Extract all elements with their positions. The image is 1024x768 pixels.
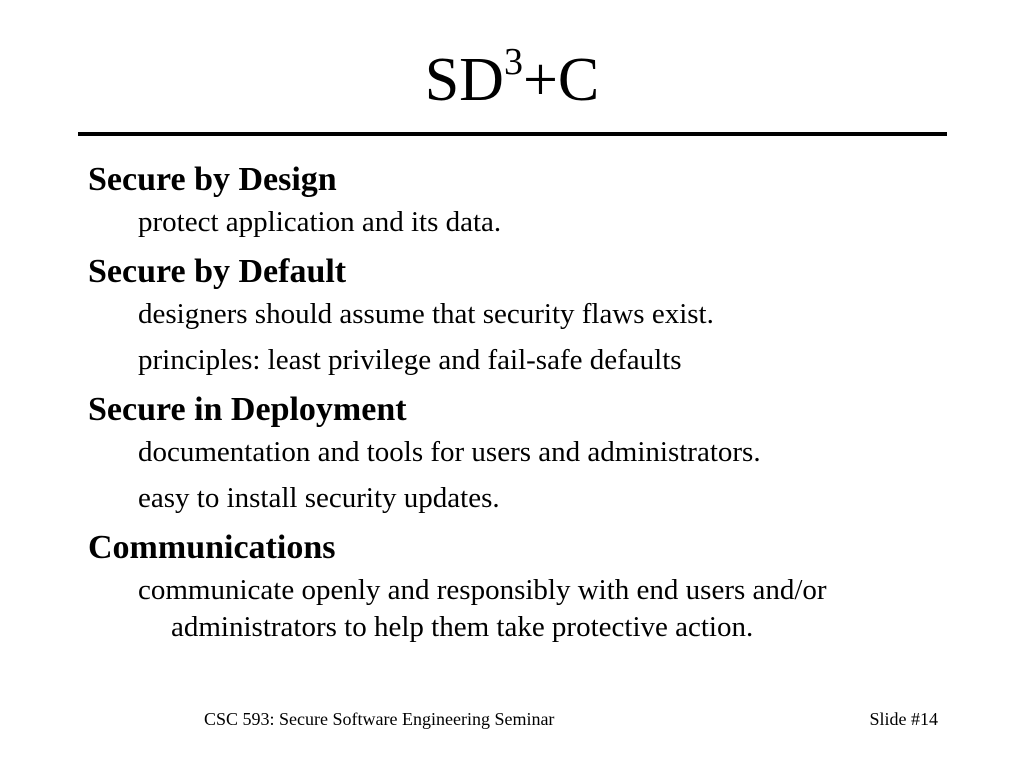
section-secure-in-deployment: [88, 388, 968, 517]
bullet-point: principles: least privilege and fail-safe defaults: [138, 344, 682, 376]
section-heading: Communications: [88, 529, 336, 566]
title-superscript: 3: [503, 41, 523, 83]
title-base: SD: [424, 46, 504, 114]
bullet-point: documentation and tools for users and administrators.: [138, 436, 761, 468]
slide-title: [0, 41, 1024, 116]
footer-course-title: CSC 593: Secure Software Engineering Seminar: [204, 709, 555, 729]
title-suffix: +C: [522, 46, 600, 114]
section-heading: Secure in Deployment: [88, 391, 407, 428]
section-heading: Secure by Design: [88, 161, 337, 198]
bullet-point: communicate openly and responsibly with end users and/or administrators to help them take protective action.: [138, 574, 827, 643]
title-divider: [78, 132, 947, 136]
section-heading: Secure by Default: [88, 253, 347, 290]
bullet-point: designers should assume that security flaws exist.: [138, 298, 714, 330]
footer-slide-number: Slide #14: [869, 709, 938, 729]
bullet-point: easy to install security updates.: [138, 482, 500, 514]
section-secure-by-design: [88, 158, 968, 241]
section-secure-by-default: [88, 250, 968, 379]
slide-body: [88, 158, 968, 655]
bullet-point: protect application and its data.: [138, 206, 502, 238]
section-communications: [88, 526, 968, 646]
